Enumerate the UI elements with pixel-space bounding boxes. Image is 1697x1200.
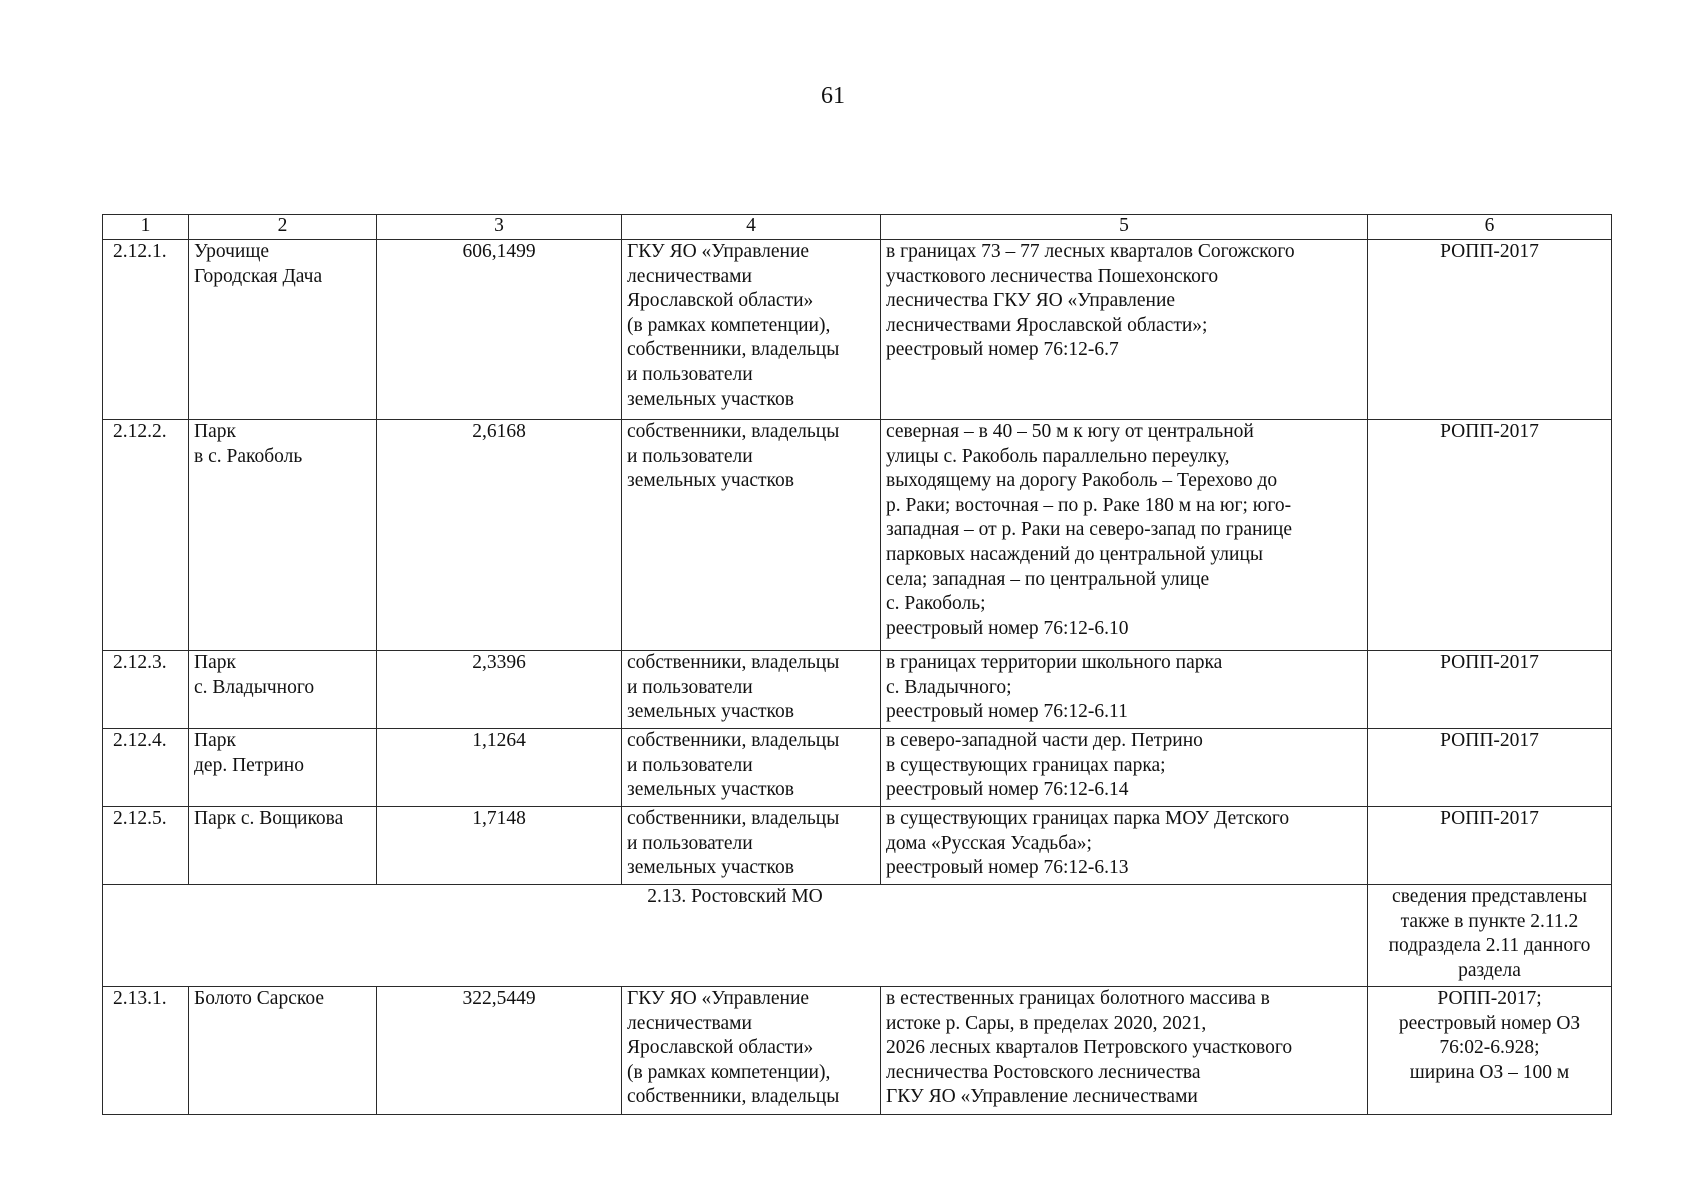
section-row xyxy=(103,885,1612,987)
source-reference xyxy=(1368,729,1612,807)
page-number: 61 xyxy=(821,83,845,109)
column-number-2: 2 xyxy=(189,215,377,240)
boundaries-line: лесничества ГКУ ЯО «Управление xyxy=(886,290,1176,312)
responsible-line: лесничествами xyxy=(627,1012,752,1034)
responsible-line: земельных участков xyxy=(627,388,794,410)
column-number-6: 6 xyxy=(1368,215,1612,240)
responsible-line: собственники, владельцы xyxy=(627,730,840,751)
area-value: 2,6168 xyxy=(377,420,622,651)
section-note-line: раздела xyxy=(1458,959,1521,981)
table-row xyxy=(103,420,1612,651)
column-number-4: 4 xyxy=(622,215,881,240)
responsible-line: и пользователи xyxy=(627,832,753,854)
boundaries-description xyxy=(881,807,1368,885)
object-name-line: Болото Сарское xyxy=(194,988,324,1009)
object-name-line: дер. Петрино xyxy=(194,754,304,776)
responsible-parties xyxy=(622,987,881,1115)
source-line: РОПП-2017 xyxy=(1440,808,1539,829)
responsible-line: и пользователи xyxy=(627,445,753,467)
source-line: РОПП-2017 xyxy=(1440,421,1539,442)
object-name xyxy=(189,729,377,807)
boundaries-line: в границах территории школьного парка xyxy=(886,652,1223,673)
section-note-line: подраздела 2.11 данного xyxy=(1388,935,1591,957)
responsible-line: собственники, владельцы xyxy=(627,808,840,829)
row-number: 2.13.1. xyxy=(103,987,189,1115)
responsible-line: лесничествами xyxy=(627,265,752,287)
table-row xyxy=(103,240,1612,420)
area-value: 1,7148 xyxy=(377,807,622,885)
boundaries-line: улицы с. Ракоболь параллельно переулку, xyxy=(886,445,1230,467)
row-number: 2.12.3. xyxy=(103,651,189,729)
boundaries-line: с. Ракоболь; xyxy=(886,593,986,615)
table-row xyxy=(103,987,1612,1115)
responsible-line: и пользователи xyxy=(627,676,753,698)
object-name-line: с. Владычного xyxy=(194,676,315,698)
source-reference xyxy=(1368,651,1612,729)
boundaries-line: ГКУ ЯО «Управление лесничествами xyxy=(886,1086,1198,1108)
responsible-line: (в рамках компетенции), xyxy=(627,1061,831,1083)
boundaries-line: в существующих границах парка; xyxy=(886,754,1166,776)
boundaries-line: села; западная – по центральной улице xyxy=(886,568,1210,590)
boundaries-line: реестровый номер 76:12-6.7 xyxy=(886,339,1119,361)
boundaries-line: в границах 73 – 77 лесных кварталов Согожского xyxy=(886,241,1295,262)
table-row xyxy=(103,651,1612,729)
object-name xyxy=(189,240,377,420)
object-name-line: Городская Дача xyxy=(194,265,323,287)
column-number-1: 1 xyxy=(103,215,189,240)
section-note-line: также в пункте 2.11.2 xyxy=(1400,910,1579,932)
responsible-parties xyxy=(622,729,881,807)
responsible-parties xyxy=(622,651,881,729)
area-value: 1,1264 xyxy=(377,729,622,807)
section-title: 2.13. Ростовский МО xyxy=(103,885,1368,987)
object-name-line: Парк с. Вощикова xyxy=(194,808,344,829)
responsible-line: (в рамках компетенции), xyxy=(627,314,831,336)
source-line: ширина ОЗ – 100 м xyxy=(1409,1061,1570,1083)
responsible-line: собственники, владельцы xyxy=(627,339,840,361)
area-value: 322,5449 xyxy=(377,987,622,1115)
responsible-line: Ярославской области» xyxy=(627,290,814,312)
boundaries-line: северная – в 40 – 50 м к югу от центральной xyxy=(886,421,1254,442)
source-line: РОПП-2017; xyxy=(1437,988,1542,1009)
boundaries-line: в северо-западной части дер. Петрино xyxy=(886,730,1203,751)
source-line: РОПП-2017 xyxy=(1440,241,1539,262)
responsible-line: ГКУ ЯО «Управление xyxy=(627,988,810,1009)
object-name xyxy=(189,420,377,651)
boundaries-line: реестровый номер 76:12-6.14 xyxy=(886,779,1129,801)
object-name xyxy=(189,807,377,885)
object-name-line: Парк xyxy=(194,652,236,673)
protected-areas-table xyxy=(102,214,1612,1115)
boundaries-line: с. Владычного; xyxy=(886,676,1012,698)
source-reference xyxy=(1368,240,1612,420)
boundaries-line: лесничествами Ярославской области»; xyxy=(886,314,1208,336)
section-note-line: сведения представлены xyxy=(1392,886,1587,907)
object-name xyxy=(189,651,377,729)
boundaries-line: реестровый номер 76:12-6.13 xyxy=(886,857,1129,879)
column-number-row xyxy=(103,215,1612,240)
boundaries-line: истоке р. Сары, в пределах 2020, 2021, xyxy=(886,1012,1207,1034)
object-name-line: Парк xyxy=(194,730,236,751)
source-line: РОПП-2017 xyxy=(1440,652,1539,673)
responsible-parties xyxy=(622,420,881,651)
boundaries-line: западная – от р. Раки на северо-запад по границе xyxy=(886,519,1293,541)
boundaries-line: в естественных границах болотного массива в xyxy=(886,988,1270,1009)
source-line: РОПП-2017 xyxy=(1440,730,1539,751)
responsible-parties xyxy=(622,807,881,885)
area-value: 606,1499 xyxy=(377,240,622,420)
object-name-line: Парк xyxy=(194,421,236,442)
boundaries-line: выходящему на дорогу Ракоболь – Терехово до xyxy=(886,470,1278,492)
responsible-line: и пользователи xyxy=(627,754,753,776)
boundaries-description xyxy=(881,240,1368,420)
object-name xyxy=(189,987,377,1115)
boundaries-line: участкового лесничества Пошехонского xyxy=(886,265,1219,287)
column-number-5: 5 xyxy=(881,215,1368,240)
boundaries-description xyxy=(881,651,1368,729)
boundaries-line: парковых насаждений до центральной улицы xyxy=(886,543,1264,565)
responsible-line: земельных участков xyxy=(627,857,794,879)
boundaries-description xyxy=(881,987,1368,1115)
source-line: 76:02-6.928; xyxy=(1439,1037,1540,1059)
responsible-line: земельных участков xyxy=(627,701,794,723)
section-note xyxy=(1368,885,1612,987)
boundaries-description xyxy=(881,420,1368,651)
boundaries-line: реестровый номер 76:12-6.11 xyxy=(886,701,1128,723)
row-number: 2.12.4. xyxy=(103,729,189,807)
row-number: 2.12.5. xyxy=(103,807,189,885)
responsible-line: ГКУ ЯО «Управление xyxy=(627,241,810,262)
boundaries-line: р. Раки; восточная – по р. Раке 180 м на юг; юго- xyxy=(886,494,1292,516)
boundaries-description xyxy=(881,729,1368,807)
boundaries-line: дома «Русская Усадьба»; xyxy=(886,832,1092,854)
responsible-line: собственники, владельцы xyxy=(627,421,840,442)
responsible-parties xyxy=(622,240,881,420)
responsible-line: собственники, владельцы xyxy=(627,652,840,673)
boundaries-line: лесничества Ростовского лесничества xyxy=(886,1061,1201,1083)
responsible-line: земельных участков xyxy=(627,470,794,492)
responsible-line: земельных участков xyxy=(627,779,794,801)
table-row xyxy=(103,807,1612,885)
source-reference xyxy=(1368,807,1612,885)
responsible-line: и пользователи xyxy=(627,363,753,385)
row-number: 2.12.2. xyxy=(103,420,189,651)
boundaries-line: в существующих границах парка МОУ Детского xyxy=(886,808,1290,829)
source-reference xyxy=(1368,987,1612,1115)
column-number-3: 3 xyxy=(377,215,622,240)
responsible-line: собственники, владельцы xyxy=(627,1086,840,1108)
object-name-line: Урочище xyxy=(194,241,270,262)
source-reference xyxy=(1368,420,1612,651)
boundaries-line: 2026 лесных кварталов Петровского участкового xyxy=(886,1037,1293,1059)
boundaries-line: реестровый номер 76:12-6.10 xyxy=(886,617,1129,639)
source-line: реестровый номер ОЗ xyxy=(1398,1012,1581,1034)
object-name-line: в с. Ракоболь xyxy=(194,445,303,467)
responsible-line: Ярославской области» xyxy=(627,1037,814,1059)
row-number: 2.12.1. xyxy=(103,240,189,420)
area-value: 2,3396 xyxy=(377,651,622,729)
table-row xyxy=(103,729,1612,807)
